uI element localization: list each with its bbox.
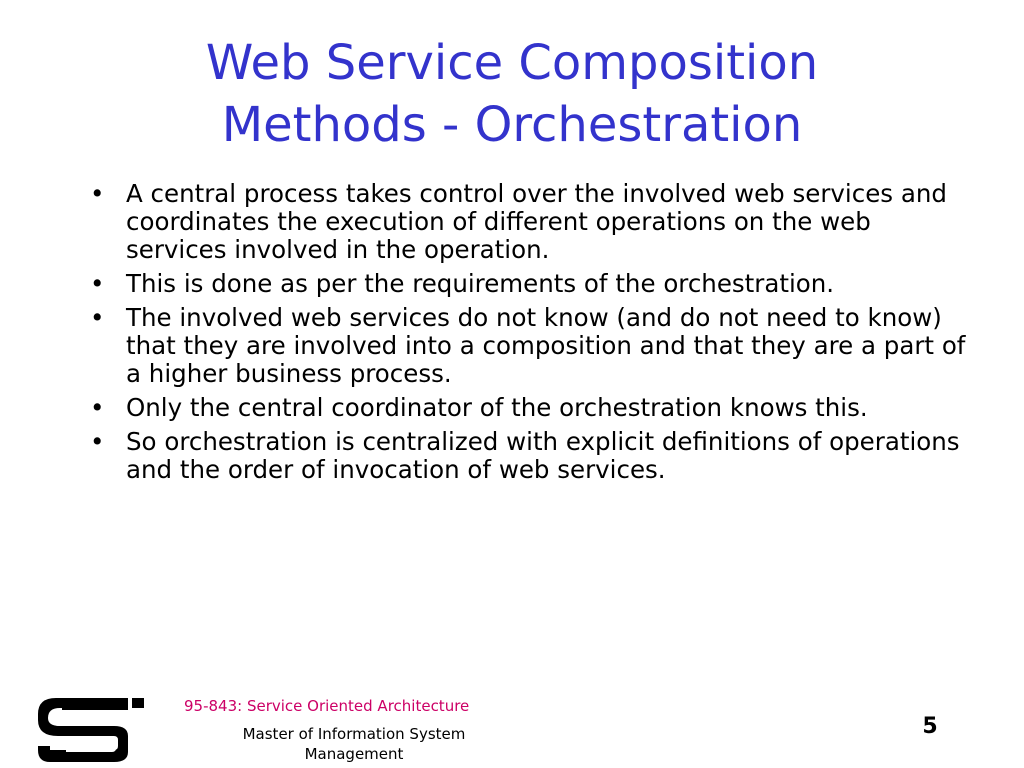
- bullet-glyph: •: [90, 427, 105, 456]
- bullet-item: [86, 394, 966, 422]
- bullet-glyph: •: [90, 393, 105, 422]
- bullet-item: [86, 180, 966, 264]
- bullet-glyph: •: [90, 269, 105, 298]
- slide-title: [0, 32, 1024, 156]
- bullet-item: [86, 304, 966, 388]
- bullet-text: This is done as per the requirements of the orchestration.: [126, 269, 835, 298]
- bullet-text: A central process takes control over the involved web services and coordinates the execution of different operations on the web services involved in the operation.: [126, 179, 947, 264]
- program-name: Master of Information System Management: [242, 725, 466, 763]
- cmu-logo-icon: [36, 696, 148, 764]
- bullet-text: Only the central coordinator of the orchestration knows this.: [126, 393, 868, 422]
- course-title: 95-843: Service Oriented Architecture: [184, 697, 470, 715]
- bullet-glyph: •: [90, 303, 105, 332]
- bullet-text: The involved web services do not know (and do not need to know) that they are involved into a composition and that they are a part of a higher business process.: [126, 303, 966, 388]
- bullet-glyph: •: [90, 179, 105, 208]
- slide-title-line-1: Web Service Composition: [205, 35, 819, 91]
- slide-title-line-2: Methods - Orchestration: [221, 97, 803, 153]
- page-number: 5: [922, 714, 938, 739]
- bullet-text: So orchestration is centralized with explicit definitions of operations and the order of invocation of web services.: [126, 427, 960, 484]
- bullet-item: [86, 270, 966, 298]
- bullet-item: [86, 428, 966, 484]
- bullet-list: [86, 180, 966, 490]
